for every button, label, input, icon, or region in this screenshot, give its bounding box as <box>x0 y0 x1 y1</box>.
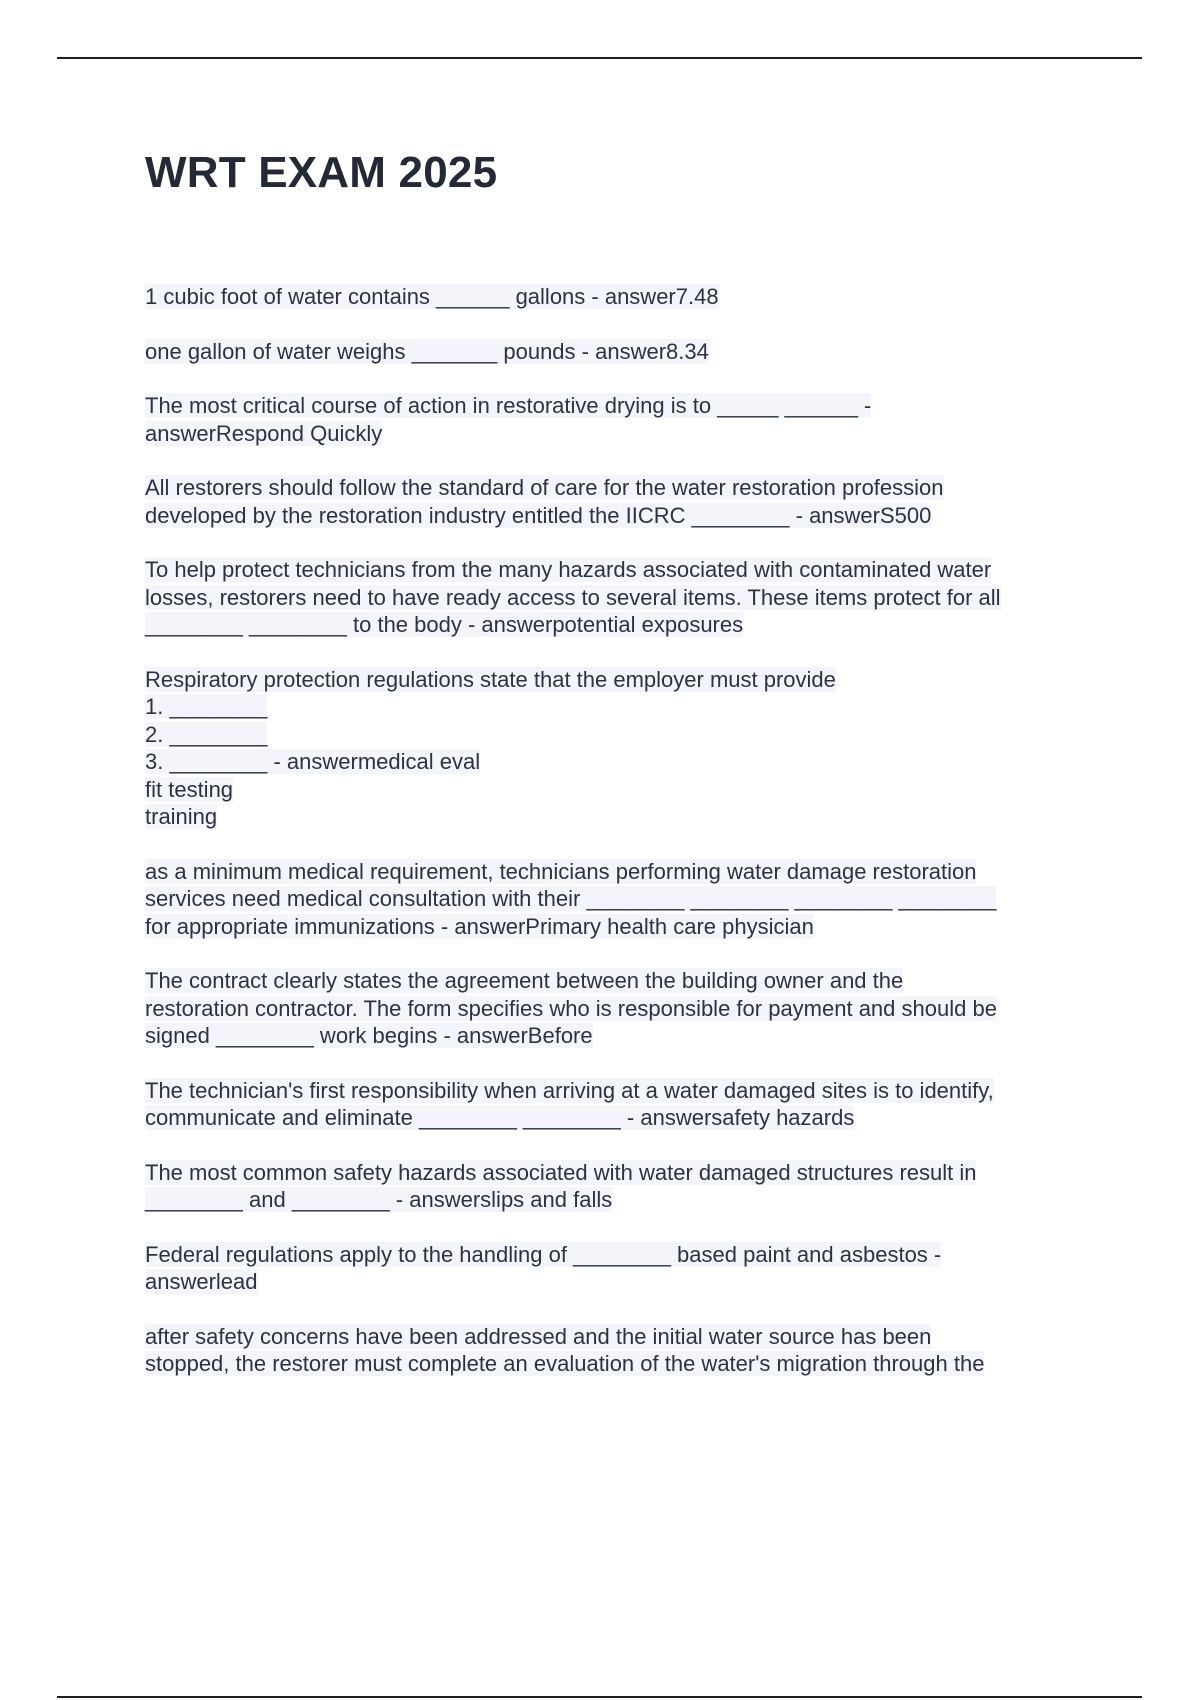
question-item-8 <box>145 967 1090 1050</box>
question-text: one gallon of water weighs _______ pounds - answer8.34 <box>145 338 709 364</box>
bottom-rule <box>57 1696 1142 1698</box>
question-item-1 <box>145 283 1090 311</box>
question-text: Respiratory protection regulations state that the employer must provide 1. ________ 2. ________ 3. ________ - answermedical eval fit testing training <box>145 666 836 829</box>
question-text: The technician's first responsibility when arriving at a water damaged sites is to identify, communicate and eliminate ________ ________ - answersafety hazards <box>145 1077 994 1130</box>
question-list <box>145 283 1090 1405</box>
question-item-12 <box>145 1323 1090 1378</box>
question-item-9 <box>145 1077 1090 1132</box>
question-text: The contract clearly states the agreement between the building owner and the restoration contractor. The form specifies who is responsible for payment and should be signed ________ work begins - answerBefore <box>145 968 997 1048</box>
question-text: All restorers should follow the standard of care for the water restoration profession developed by the restoration industry entitled the IICRC ________ - answerS500 <box>145 475 944 528</box>
question-item-11 <box>145 1241 1090 1296</box>
question-item-7 <box>145 858 1090 941</box>
question-item-2 <box>145 338 1090 366</box>
question-text: The most critical course of action in restorative drying is to _____ ______ - answerRespond Quickly <box>145 393 872 446</box>
question-item-4 <box>145 474 1090 529</box>
question-text: as a minimum medical requirement, technicians performing water damage restoration services need medical consultation with their ________ ________ ________ ________ for appropriate immunizations - answerPrimary health care physician <box>145 858 997 939</box>
top-rule <box>57 57 1142 59</box>
question-item-10 <box>145 1159 1090 1214</box>
question-item-3 <box>145 392 1090 447</box>
page-title: WRT EXAM 2025 <box>145 148 498 197</box>
question-text: The most common safety hazards associated with water damaged structures result in ________ and ________ - answerslips and falls <box>145 1159 977 1212</box>
question-text: after safety concerns have been addressed and the initial water source has been stopped, the restorer must complete an evaluation of the water's migration through the <box>145 1323 985 1376</box>
question-item-6 <box>145 666 1090 831</box>
question-text: Federal regulations apply to the handling of ________ based paint and asbestos - answerlead <box>145 1241 942 1294</box>
question-item-5 <box>145 556 1090 639</box>
question-text: To help protect technicians from the many hazards associated with contaminated water losses, restorers need to have ready access to several items. These items protect for all ________ ________ to the body - answerpotential exposures <box>145 557 1001 637</box>
question-text: 1 cubic foot of water contains ______ gallons - answer7.48 <box>145 284 719 309</box>
